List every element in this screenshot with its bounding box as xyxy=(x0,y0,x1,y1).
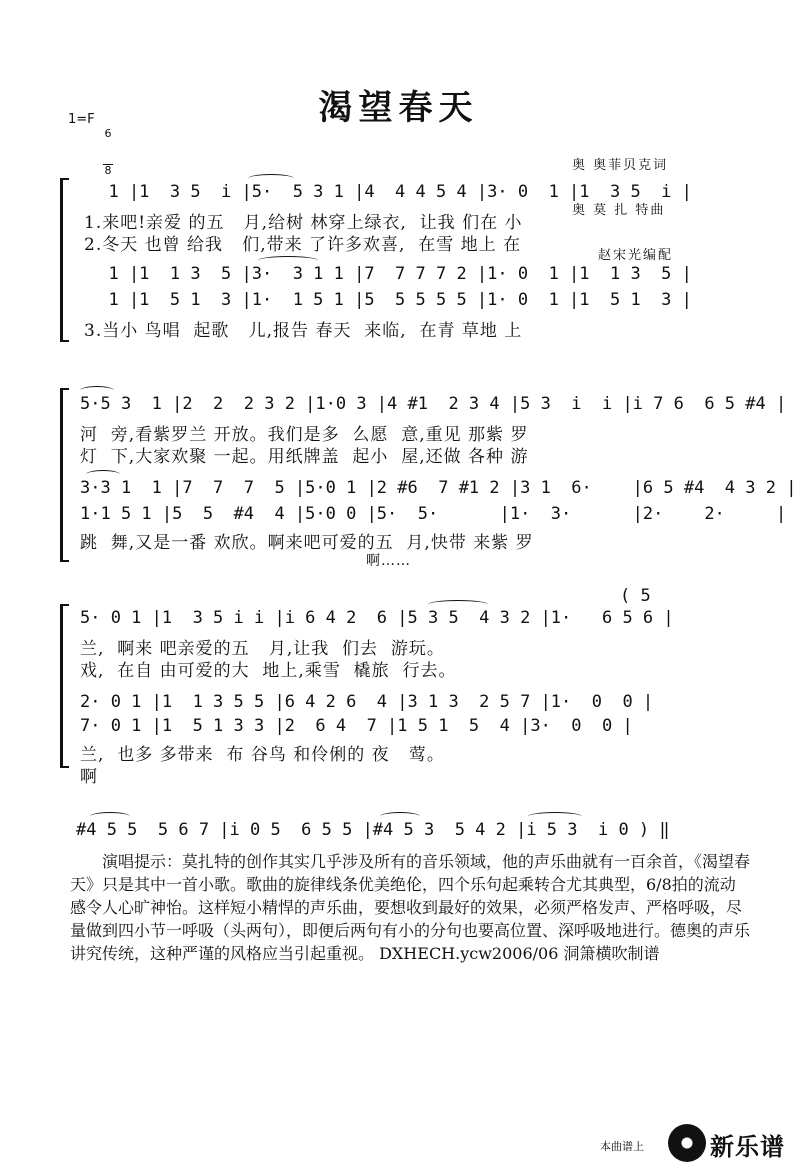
system-brace xyxy=(60,604,69,768)
melody-line: 1 |1 3 5 i |5· 5 3 1 |4 4 4 5 4 |3· 0 1 |1 3 5 i | xyxy=(88,182,692,202)
system-brace xyxy=(60,388,69,562)
singing-tips xyxy=(70,850,750,965)
meter-top: 6 xyxy=(104,127,112,140)
time-signature xyxy=(103,104,113,189)
brand-logo-text: 新乐谱 xyxy=(710,1133,785,1161)
lyric-line: 3.当小 鸟唱 起歌 儿,报告 春天 来临, 在青 草地 上 xyxy=(84,321,523,341)
melody-line: 5·5 3 1 |2 2 2 3 2 |1·0 3 |4 #1 2 3 4 |5 3 i i |i 7 6 6 5 #4 | xyxy=(80,394,787,414)
slur xyxy=(428,600,488,609)
footer-note: 本曲谱上 xyxy=(600,1140,644,1153)
lyric-line: 啊 xyxy=(80,767,98,787)
credit-arranger: 赵宋光编配 xyxy=(598,248,674,263)
lyric-line: 兰, 也多 多带来 布 谷鸟 和伶俐的 夜 莺。 xyxy=(80,745,445,765)
key-signature: 1=F xyxy=(68,112,95,127)
harmony-line: 1 |1 5 1 3 |1· 1 5 1 |5 5 5 5 5 |1· 0 1 |1 5 1 3 | xyxy=(88,290,692,310)
harmony-line: 2· 0 1 |1 1 3 5 5 |6 4 2 6 4 |3 1 3 2 5 7 |1· 0 0 | xyxy=(80,692,654,712)
credits xyxy=(572,128,673,278)
harmony-line: 3·3 1 1 |7 7 7 5 |5·0 1 |2 #6 7 #1 2 |3 1 6· |6 5 #4 4 3 2 | xyxy=(80,478,797,498)
lyric-line: 跳 舞,又是一番 欢欣。啊来吧可爱的五 月,快带 来紫 罗 xyxy=(80,533,534,553)
lyric-line: 2.冬天 也曾 给我 们,带来 了许多欢喜, 在雪 地上 在 xyxy=(84,235,522,255)
lyric-line: 啊…… xyxy=(366,553,411,569)
page-title: 渴望春天 xyxy=(318,88,479,128)
credit-composer: 奥 莫 扎 特曲 xyxy=(572,203,666,218)
system-brace xyxy=(60,178,69,342)
melody-line: #4 5 5 5 6 7 |i 0 5 6 5 5 |#4 5 3 5 4 2 |i 5 3 i 0 ) ‖ xyxy=(76,820,670,840)
melody-line: 5· 0 1 |1 3 5 i i |i 6 4 2 6 |5 3 5 4 3 2 |1· 6 5 6 | xyxy=(80,608,674,628)
slur xyxy=(86,470,120,479)
harmony-line: 1·1 5 1 |5 5 #4 4 |5·0 0 |5· 5· |1· 3· |2· 2· | xyxy=(80,504,787,524)
record-disc-icon xyxy=(668,1124,706,1162)
lyric-line: 河 旁,看紫罗兰 开放。我们是多 么愿 意,重见 那紫 罗 xyxy=(80,425,529,445)
lyric-line: 戏, 在自 由可爱的大 地上,乘雪 橇旅 行去。 xyxy=(80,661,457,681)
credit-lyricist: 奥 奥菲贝克词 xyxy=(572,158,669,173)
lyric-line: 1.来吧!亲爱 的五 月,给树 林穿上绿衣, 让我 们在 小 xyxy=(84,213,523,233)
intro-marker: ( 5 xyxy=(620,586,651,606)
slur xyxy=(90,812,130,821)
lyric-line: 灯 下,大家欢聚 一起。用纸牌盖 起小 屋,还做 各种 游 xyxy=(80,447,529,467)
slur xyxy=(380,812,420,821)
lyric-line: 兰, 啊来 吧亲爱的五 月,让我 们去 游玩。 xyxy=(80,639,445,659)
slur xyxy=(258,256,318,265)
meter-bottom: 8 xyxy=(104,164,112,177)
slur xyxy=(528,812,582,821)
harmony-line: 7· 0 1 |1 5 1 3 3 |2 6 4 7 |1 5 1 5 4 |3· 0 0 | xyxy=(80,716,633,736)
tips-paragraph: 演唱提示：莫扎特的创作其实几乎涉及所有的音乐领域，他的声乐曲就有一百余首，《渴望春天》只是其中一首小歌。歌曲的旋律线条优美绝伦，四个乐句起乘转合尤其典型，6/8拍的流动感令人心旷神怡。这样短小精悍的声乐曲，要想收到最好的效果，必须严格发声、严格呼吸，尽量做到四小节一呼吸（头两句），即便后两句有小的分句也要高位置、深呼吸地进行。德奥的声乐讲究传统，这种严谨的风格应当引起重视。 DXHECH.ycw2006/06 洞箫横吹制谱 xyxy=(70,852,751,963)
slur xyxy=(80,386,114,395)
harmony-line: 1 |1 1 3 5 |3· 3 1 1 |7 7 7 7 2 |1· 0 1 |1 1 3 5 | xyxy=(88,264,692,284)
slur xyxy=(248,174,294,183)
